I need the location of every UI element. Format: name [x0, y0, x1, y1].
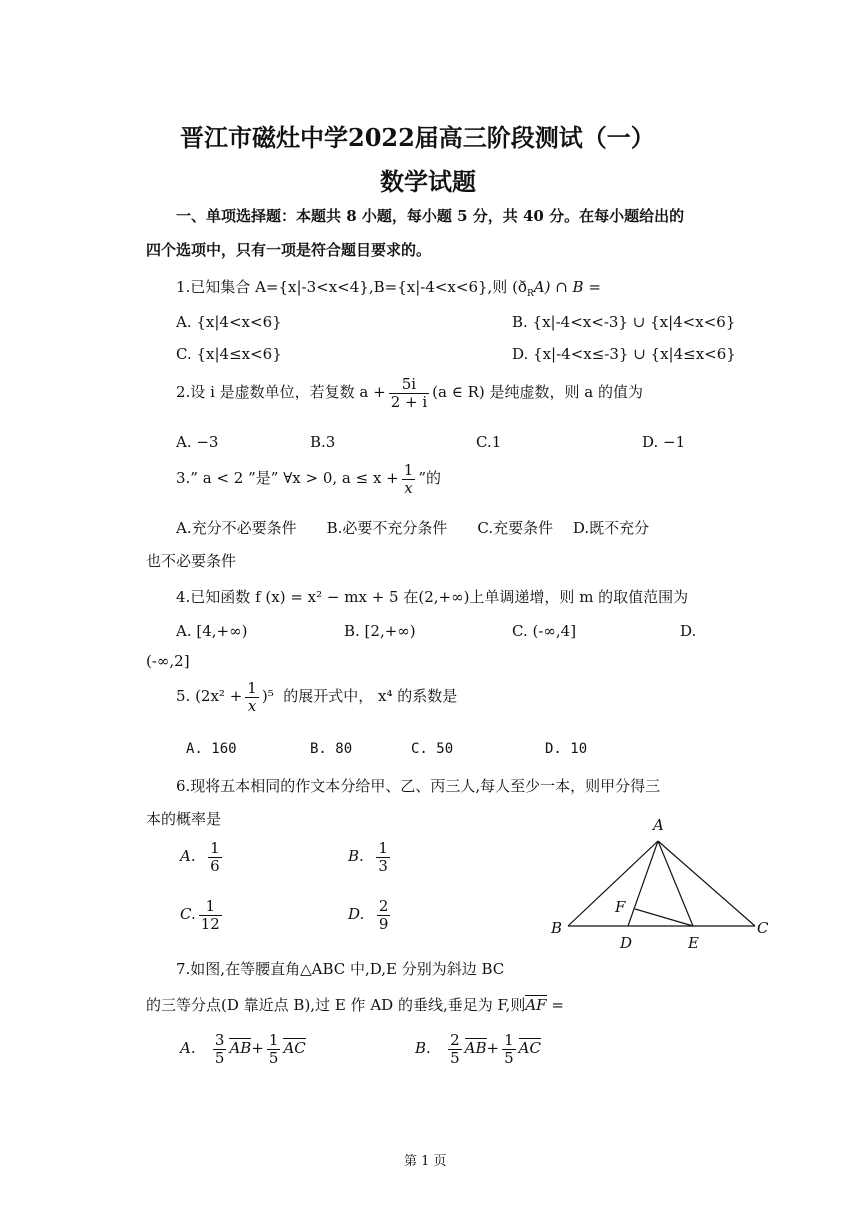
- label-b: B: [551, 919, 563, 937]
- question-5-stem: [176, 680, 457, 714]
- label-c: C: [757, 919, 769, 937]
- q6-d-den: 9: [378, 914, 389, 933]
- q6-a-num: 1: [210, 839, 220, 857]
- page-number: 第 1 页: [404, 1154, 447, 1169]
- label-d: D: [620, 934, 633, 952]
- q1-stem-sub: R: [526, 289, 534, 299]
- q4-option-d: D.: [680, 622, 697, 640]
- q3-den: x: [404, 478, 413, 497]
- q1-option-c: C. {x|4≤x<6}: [176, 345, 282, 363]
- q6-option-c: [180, 898, 225, 932]
- q6-d-num: 2: [378, 897, 389, 915]
- side-ac: [658, 841, 755, 926]
- question-2-stem: [176, 376, 643, 410]
- q5-exp: )⁵: [261, 687, 274, 705]
- q7-b-d2: 5: [504, 1048, 514, 1067]
- q7-line2-text: 的三等分点(D 靠近点 B),过 E 作 AD 的垂线,垂足为 F,则: [146, 996, 526, 1014]
- q6-c-label: C.: [180, 905, 196, 923]
- q7-option-a: [180, 1032, 306, 1066]
- page-title: 晋江市磁灶中学2022届高三阶段测试（一）: [180, 123, 655, 152]
- question-1-stem: [176, 276, 601, 299]
- q2-option-d: D. −1: [642, 433, 686, 451]
- q1-option-a: A. {x|4<x<6}: [176, 313, 282, 331]
- section-heading-line2: 四个选项中，只有一项是符合题目要求的。: [146, 241, 432, 259]
- q6-d-fraction: [377, 898, 391, 932]
- q5-pre: 5. (2x² +: [176, 687, 243, 705]
- q6-c-num: 1: [199, 898, 222, 916]
- q6-b-num: 1: [378, 839, 388, 857]
- q6-option-b: [348, 840, 393, 874]
- q7-vec-af: AF: [525, 996, 547, 1014]
- q7-b-vec1: AB: [464, 1039, 487, 1057]
- q2-den: 2 + i: [390, 392, 428, 411]
- q6-d-label: D.: [348, 905, 365, 923]
- q7-a-n2: 1: [268, 1031, 279, 1049]
- q7-b-label: B.: [415, 1039, 431, 1057]
- q2-option-a: A. −3: [176, 433, 219, 451]
- section-heading-line1: 一、单项选择题：本题共 8 小题，每小题 5 分，共 40 分。在每小题给出的: [176, 207, 685, 225]
- q5-option-d: D. 10: [545, 741, 588, 757]
- q6-b-fraction: [376, 840, 390, 874]
- page-subtitle: 数学试题: [380, 167, 476, 196]
- q7-b-d1: 5: [450, 1048, 460, 1067]
- question-3-stem: [176, 462, 441, 496]
- q5-post: 的展开式中， x⁴ 的系数是: [283, 687, 458, 705]
- q5-option-b: B. 80: [310, 741, 353, 757]
- q7-a-n1: 3: [214, 1031, 225, 1049]
- question-6-line2: 本的概率是: [146, 810, 222, 828]
- segment-fe: [635, 909, 693, 926]
- q7-a-vec2: AC: [283, 1039, 306, 1057]
- q7-b-n1: 2: [450, 1031, 460, 1049]
- q4-option-b: B. [2,+∞): [344, 622, 416, 640]
- q7-b-frac2: [502, 1032, 516, 1066]
- question-4-stem: 4.已知函数 f (x) = x² − mx + 5 在(2,+∞)上单调递增，则 m 的取值范围为: [176, 588, 689, 606]
- q3-options-cont: 也不必要条件: [146, 552, 237, 570]
- q2-fraction: [389, 376, 429, 410]
- q7-option-b: [415, 1032, 541, 1066]
- q4-option-d-cont: (-∞,2]: [146, 652, 190, 670]
- label-a: A: [653, 816, 664, 834]
- q7-a-plus: +: [251, 1039, 264, 1057]
- question-7-line1: 7.如图,在等腰直角△ABC 中,D,E 分别为斜边 BC: [176, 960, 505, 978]
- q7-a-frac2: [267, 1032, 281, 1066]
- q3-post: ”的: [418, 469, 441, 487]
- q6-a-den: 6: [210, 856, 220, 875]
- q3-options: A.充分不必要条件 B.必要不充分条件 C.充要条件 D.既不充分: [176, 519, 650, 537]
- q7-a-d2: 5: [268, 1048, 279, 1067]
- q7-b-vec2: AC: [518, 1039, 541, 1057]
- q3-fraction: [402, 462, 416, 496]
- question-6-line1: 6.现将五本相同的作文本分给甲、乙、丙三人,每人至少一本，则甲分得三: [176, 777, 661, 795]
- q6-option-a: [180, 840, 225, 874]
- q6-a-fraction: [208, 840, 222, 874]
- q2-post: (a ∈ R) 是纯虚数，则 a 的值为: [432, 383, 643, 401]
- label-e: E: [688, 934, 699, 952]
- q6-b-label: B.: [348, 847, 364, 865]
- q7-a-label: A.: [180, 1039, 196, 1057]
- triangle-figure: [545, 812, 775, 957]
- q5-num: 1: [247, 679, 257, 697]
- q6-c-den: 12: [200, 914, 220, 933]
- q2-num: 5i: [389, 376, 429, 394]
- q7-line2-tail: =: [551, 996, 564, 1014]
- q5-option-a: A. 160: [186, 741, 237, 757]
- q2-pre: 2.设 i 是虚数单位，若复数 a +: [176, 383, 386, 401]
- q1-option-b: B. {x|-4<x<-3} ∪ {x|4<x<6}: [512, 313, 736, 331]
- q4-option-a: A. [4,+∞): [176, 622, 248, 640]
- q4-option-c: C. (-∞,4]: [512, 622, 577, 640]
- q6-c-fraction: [199, 898, 222, 932]
- label-f: F: [615, 898, 626, 916]
- q7-b-frac1: [448, 1032, 462, 1066]
- segment-ae: [658, 841, 693, 926]
- q5-fraction: [245, 680, 259, 714]
- q7-a-frac1: [213, 1032, 227, 1066]
- q6-a-label: A.: [180, 847, 196, 865]
- side-ab: [568, 841, 658, 926]
- q2-option-c: C.1: [476, 433, 502, 451]
- q5-den: x: [247, 696, 257, 715]
- q7-b-plus: +: [486, 1039, 500, 1057]
- q6-option-d: [348, 898, 393, 932]
- q3-pre: 3.” a < 2 ”是” ∀x > 0, a ≤ x +: [176, 469, 399, 487]
- q6-b-den: 3: [378, 856, 388, 875]
- q1-option-d: D. {x|-4<x≤-3} ∪ {x|4≤x<6}: [512, 345, 736, 363]
- q7-a-d1: 5: [214, 1048, 225, 1067]
- q2-option-b: B.3: [310, 433, 336, 451]
- q7-a-vec1: AB: [229, 1039, 252, 1057]
- q3-num: 1: [403, 461, 414, 479]
- q1-stem-text: 1.已知集合 A={x|-3<x<4},B={x|-4<x<6},则 (ð: [176, 278, 527, 296]
- question-7-line2: [146, 993, 564, 1015]
- q1-stem-tail: A) ∩ B =: [533, 278, 601, 296]
- q5-option-c: C. 50: [411, 741, 454, 757]
- q7-b-n2: 1: [504, 1031, 514, 1049]
- segment-ad: [628, 841, 658, 926]
